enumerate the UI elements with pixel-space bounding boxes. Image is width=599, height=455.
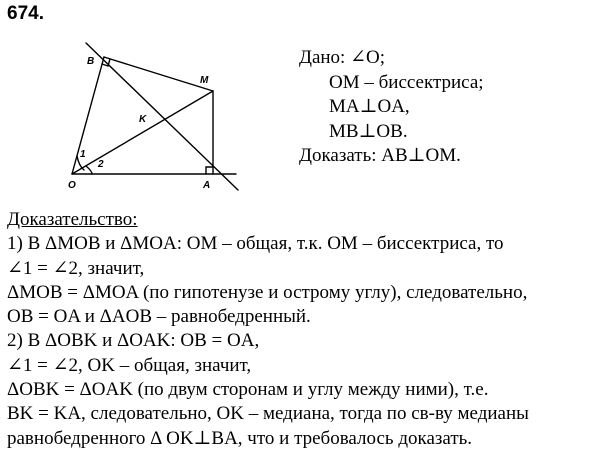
proof-line: ΔMOB = ΔMOA (по гипотенузе и острому углу), следовательно, bbox=[7, 281, 528, 303]
given-line: Дано: ∠O; bbox=[299, 47, 386, 68]
proof-line: равнобедренного Δ OK⊥BA, что и требовалось доказать. bbox=[7, 427, 473, 449]
given-line: MB⊥OB. bbox=[329, 120, 408, 142]
label-angle-2: 2 bbox=[98, 159, 104, 170]
right-angle-mark-a bbox=[206, 167, 213, 174]
proof-line: OB = OA и ΔAOB – равнобедренный. bbox=[7, 306, 311, 328]
segment-om bbox=[72, 91, 213, 174]
label-k: K bbox=[139, 114, 147, 125]
proof-line: ∠1 = ∠2, OK – общая, значит, bbox=[7, 354, 252, 376]
label-b: B bbox=[87, 56, 95, 67]
label-a: A bbox=[203, 180, 211, 191]
given-line: OM – биссектриса; bbox=[329, 71, 484, 93]
label-angle-1: 1 bbox=[80, 149, 86, 160]
proof-line: ΔOBK = ΔOAK (по двум сторонам и углу между ними), т.е. bbox=[7, 379, 489, 401]
geometry-figure bbox=[0, 0, 300, 205]
segment-bm bbox=[104, 57, 213, 91]
proof-line: 2) В ΔOBK и ΔOAK: OB = OA, bbox=[7, 330, 260, 352]
prove-line: Доказать: AB⊥OM. bbox=[299, 145, 461, 166]
label-o: O bbox=[68, 180, 76, 191]
proof-block bbox=[7, 208, 529, 451]
proof-line: ∠1 = ∠2, значит, bbox=[7, 257, 145, 279]
given-line: MA⊥OA, bbox=[329, 96, 410, 117]
angle-arc-2 bbox=[86, 166, 92, 174]
proof-line: 1) В ΔMOB и ΔMOA: OM – общая, т.к. OM – биссектриса, то bbox=[7, 233, 504, 255]
label-m: M bbox=[200, 75, 209, 86]
problem-number: 674. bbox=[7, 3, 44, 24]
given-block bbox=[299, 46, 484, 169]
proof-line: BK = KA, следовательно, OK – медиана, тогда по св-ву медианы bbox=[7, 403, 529, 425]
proof-heading: Доказательство: bbox=[7, 209, 138, 230]
